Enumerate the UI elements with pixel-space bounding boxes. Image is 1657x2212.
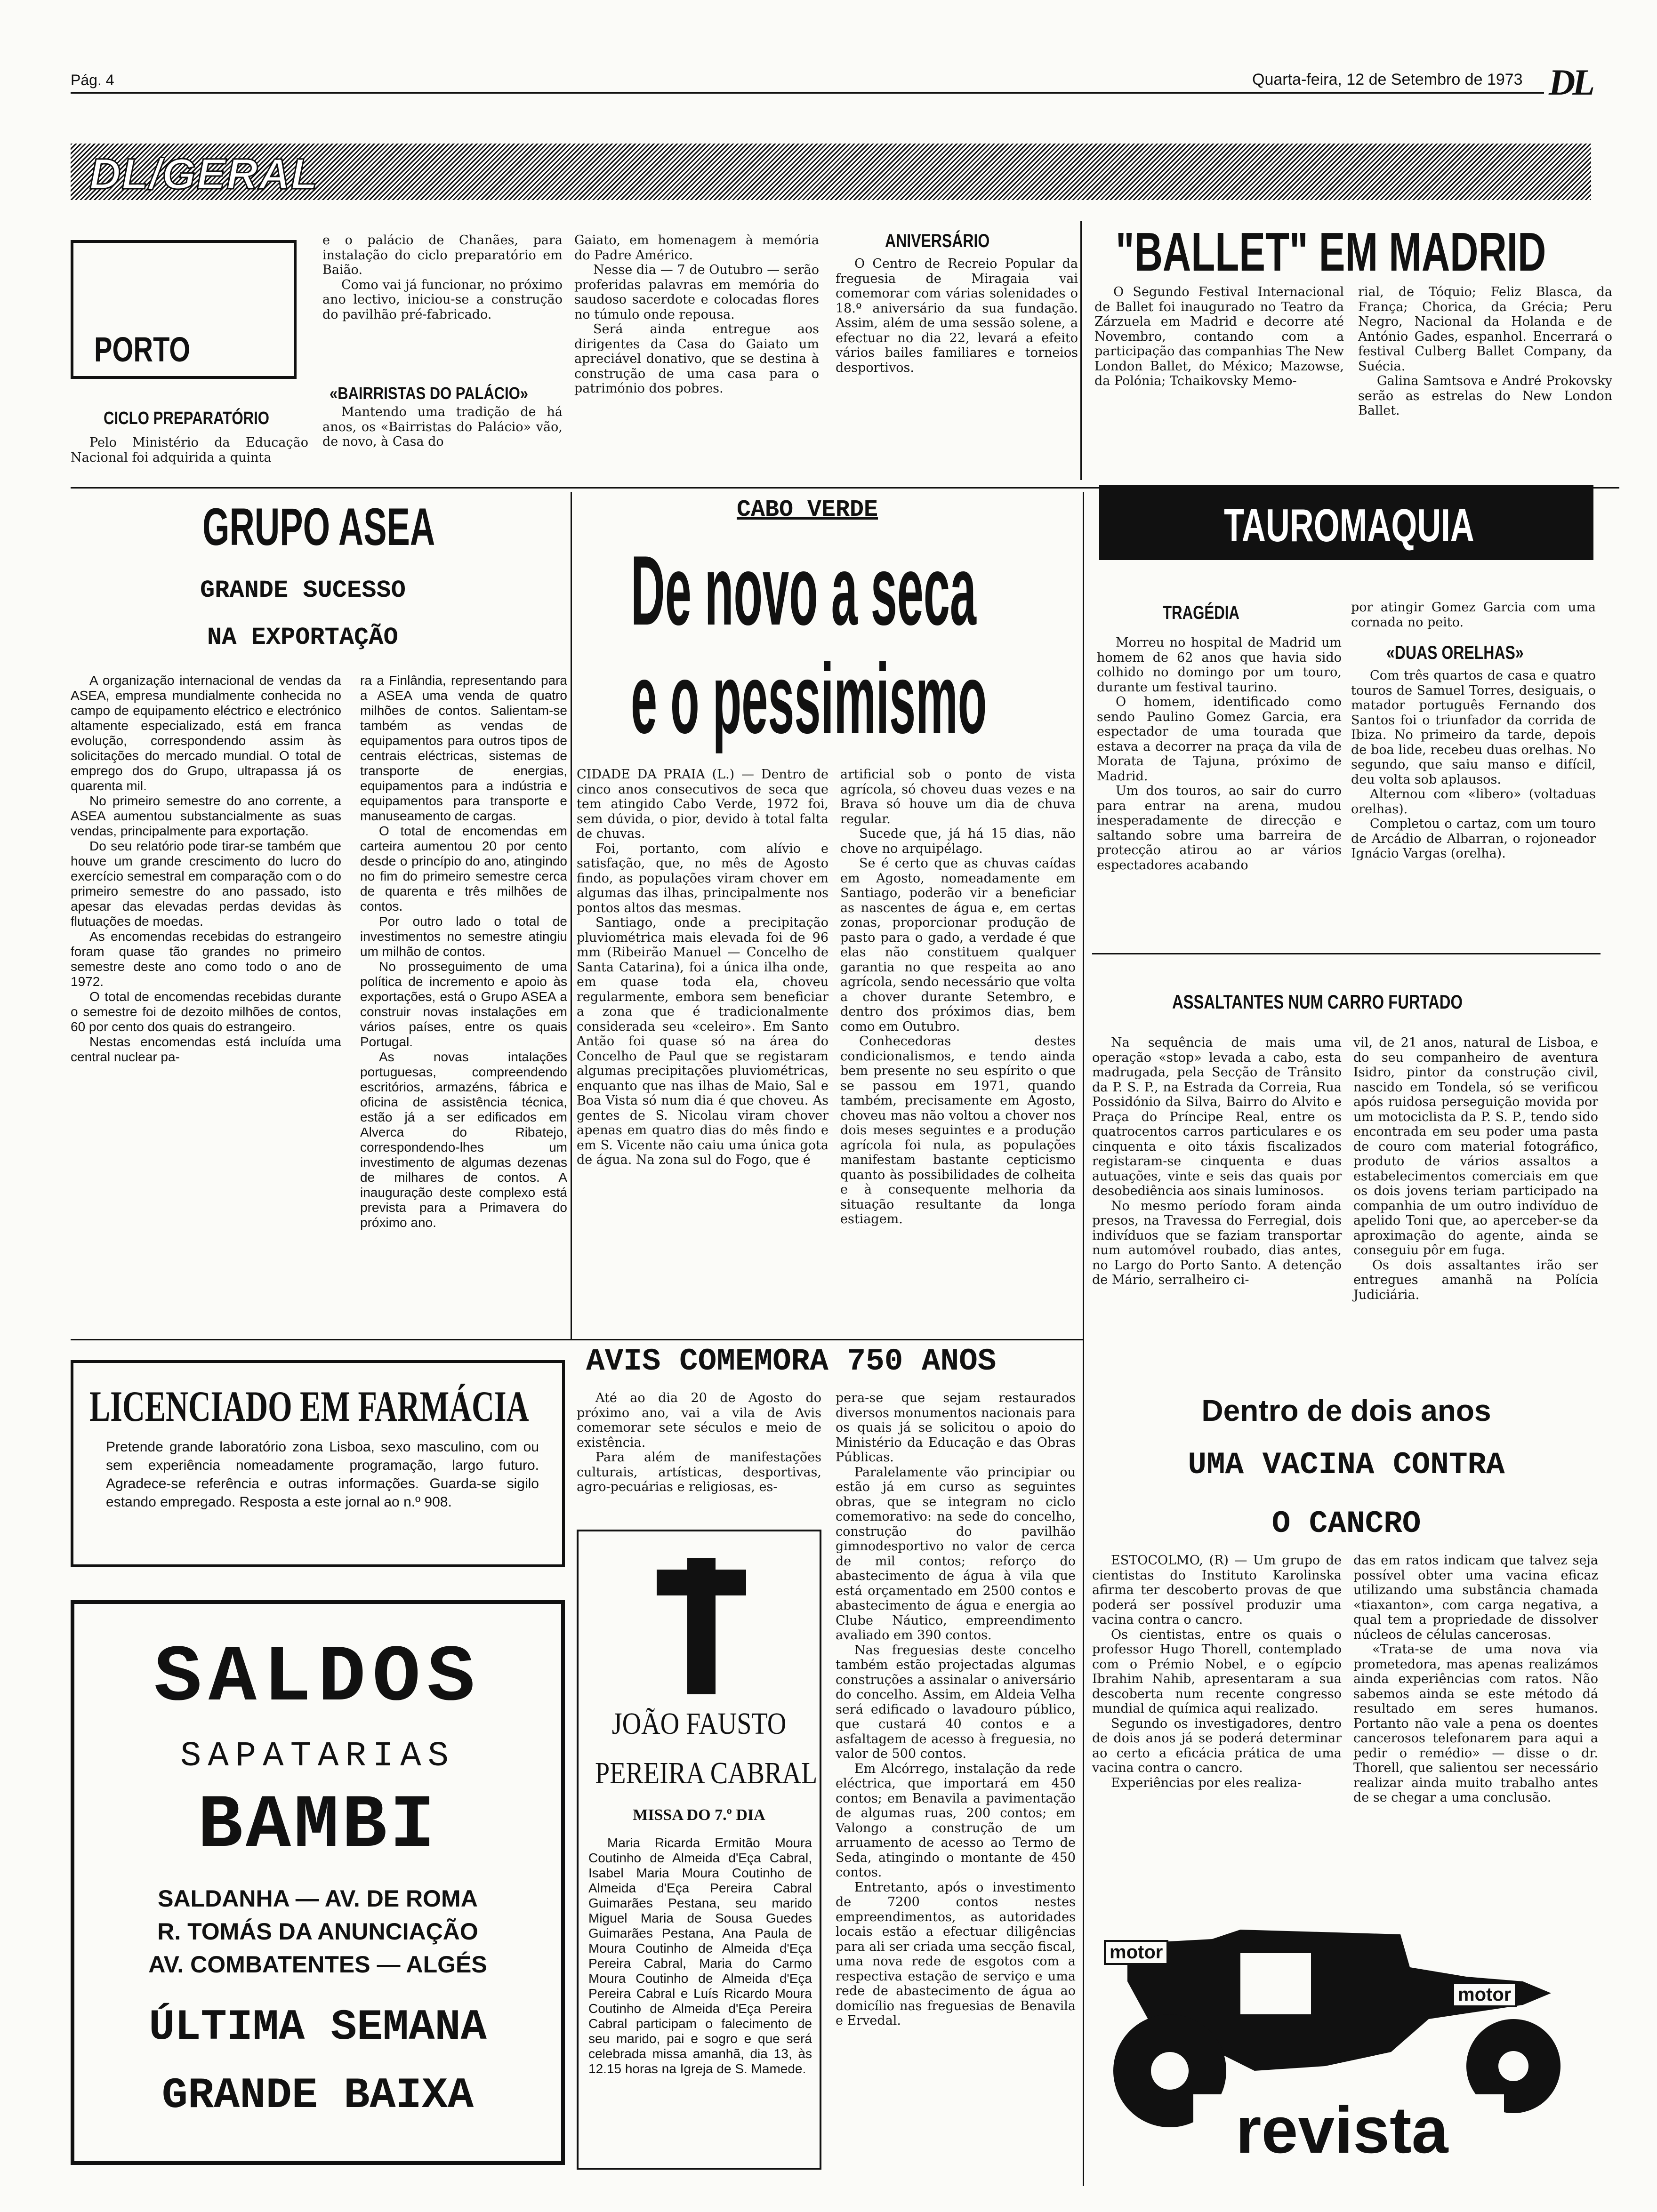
cabo-verde-kicker: CABO VERDE xyxy=(737,497,878,523)
porto-subhead: CICLO PREPARATÓRIO xyxy=(104,409,269,428)
avis-col2-d: Em Alcórrego, instalação da rede eléctrica, que importará em 450 contos; em Benavila a pavimentação de algumas ruas, 200 contos; em Valongo a construção de um arruamento de acesso ao Termo de Seda, atingindo o montante de 450 contos. xyxy=(836,1761,1076,1880)
vacina-col1-d: Experiências por eles realiza- xyxy=(1111,1775,1302,1790)
avis-col2 xyxy=(836,1391,1076,2028)
aniversario-body xyxy=(836,256,1078,375)
porto-col2-b: Como vai já funcionar, no próximo ano lectivo, iniciou-se a construção do pavilhão pré-fabricado. xyxy=(322,277,563,322)
asea-col2-b: O total de encomendas em carteira aumentou 20 por cento desde o princípio do ano, atingindo no fim do primeiro semestre cerca de quarenta e três milhões de contos. xyxy=(360,824,567,914)
asea-col2-e: As novas intalações portuguesas, compreendendo escritórios, armazéns, fábrica e oficina de assistência técnica, estão já a ser edificados em Alverca do Ribatejo, correspondendo-lhes um investimento de algumas dezenas de milhares de contos. A inauguração deste complexo está prevista para a Primavera do próximo ano. xyxy=(360,1050,567,1230)
assaltantes-col1 xyxy=(1092,1035,1342,1288)
saldos-line1: SALDOS xyxy=(153,1633,482,1724)
cross-icon xyxy=(654,1558,748,1694)
asea-head: GRUPO ASEA xyxy=(202,497,435,556)
obituary-name1: JOÃO FAUSTO xyxy=(611,1707,787,1741)
cabo-verde-col2 xyxy=(840,767,1076,1227)
porto-col2-head: «BAIRRISTAS DO PALÁCIO» xyxy=(330,384,529,403)
vacina-col1 xyxy=(1092,1553,1342,1790)
asea-sub1: GRANDE SUCESSO xyxy=(200,577,406,604)
asea-col1-e: O total de encomendas recebidas durante o semestre foi de dezoito milhões de contos, 60 por cento dos quais do estrangeiro. xyxy=(71,989,341,1034)
asea-col1-a: A organização internacional de vendas da ASEA, empresa mundialmente conhecida no campo de equipamento eléctrico e electrónico altamente especializado, está em franca evolução, correspondendo assim às solicitações do mercado mundial. O total de emprego dos do Grupo, ultrapassa já os quarenta mil. xyxy=(71,673,341,793)
car-number-panel xyxy=(1240,1953,1311,2014)
saldos-addr3: AV. COMBATENTES — ALGÉS xyxy=(148,1951,487,1978)
motor-tag-1: motor xyxy=(1104,1940,1168,1965)
asea-col2 xyxy=(360,673,567,1230)
saldos-line3: BAMBI xyxy=(197,1784,438,1869)
cabo-verde-col1-b: Foi, portanto, com alívio e satisfação, que, no mês de Agosto findo, as populações viram chover em algumas das ilhas, principalmente nos pontos altos das mesmas. xyxy=(577,841,828,915)
tauromaquia-sub2: «DUAS ORELHAS» xyxy=(1386,642,1524,663)
ballet-col1 xyxy=(1094,285,1344,389)
car-wheel-front-rim xyxy=(1151,2052,1189,2090)
masthead-rule xyxy=(71,92,1544,94)
tauromaquia-col2a xyxy=(1351,600,1596,630)
vertical-rule-top xyxy=(1080,221,1082,480)
asea-col2-c: Por outro lado o total de investimentos no semestre atingiu um milhão de contos. xyxy=(360,914,567,959)
motor-tag-2: motor xyxy=(1452,1982,1517,2007)
obituary-text: Maria Ricarda Ermitão Moura Coutinho de Almeida d'Eça Cabral, Isabel Maria Moura Coutinho de Almeida d'Eça Pereira Cabral Guimarães Pestana, seu marido Miguel Maria de Sousa Guedes Guimarães Pestana, Ana Paula de Moura Coutinho de Almeida d'Eça Pereira Cabral, Maria do Carmo Moura Coutinho de Almeida d'Eça Pereira Cabral e Luís Ricardo Moura Coutinho de Almeida d'Eça Pereira Cabral participam o falecimento de seu marido, pai e sogro e que será celebrada missa amanhã, dia 13, às 12.15 horas na Igreja de S. Mamede. xyxy=(588,1835,812,2076)
motor-ad xyxy=(1099,1911,1584,2160)
vacina-col2 xyxy=(1353,1553,1598,1805)
assaltantes-head: ASSALTANTES NUM CARRO FURTADO xyxy=(1172,991,1463,1013)
obituary-name2: PEREIRA CABRAL xyxy=(595,1756,818,1790)
assaltantes-col2-b: Os dois assaltantes irão ser entregues amanhã na Polícia Judiciária. xyxy=(1353,1258,1598,1302)
vertical-rule-asea xyxy=(571,492,572,1339)
newspaper-logo: DL xyxy=(1549,62,1592,103)
asea-col2-a: ra a Finlândia, representando para a ASEA uma venda de quatro milhões de contos. Salientam-se também as vendas de equipamentos para outros tipos de centrais eléctricas, sistemas de transporte de energias, equipamentos para a indústria e equipamentos para transporte e manuseamento de cargas. xyxy=(360,673,567,823)
vacina-col1-b: Os cientistas, entre os quais o professor Hugo Thorell, contemplado com o Prémio Nobel, e o egípcio Ibrahim Nahib, apresentaram a sua descoberta num recente congresso mundial de química aqui realizado. xyxy=(1092,1627,1342,1716)
cabo-verde-head-2: e o pessimismo xyxy=(631,643,987,754)
ballet-col1-text: O Segundo Festival Internacional de Ballet foi inaugurado no Teatro da Zárzuela em Madrid e decorre até Novembro, contando com a participação das companhias The New London Ballet, do México; Mazowse, da Polónia; Tchaikovsky Memo- xyxy=(1094,285,1344,388)
vacina-col1-a: ESTOCOLMO, (R) — Um grupo de cientistas do Instituto Karolinska afirma ter descoberto provas de que poderá ser possível produzir uma vacina contra o cancro. xyxy=(1092,1553,1342,1627)
tauromaquia-col1-c: Um dos touros, ao sair do curro para entrar na arena, mudou inesperadamente de direcção e saltando sobre uma barreira de protecção atirou ao ar vários espectadores acabando xyxy=(1097,784,1342,873)
porto-col3 xyxy=(574,233,819,396)
vertical-rule-main xyxy=(1083,492,1084,2186)
aniversario-head: ANIVERSÁRIO xyxy=(885,231,990,251)
saldos-addr2: R. TOMÁS DA ANUNCIAÇÃO xyxy=(157,1918,478,1945)
porto-col3-b: Nesse dia — 7 de Outubro — serão proferidas palavras em memória do saudoso sacerdote e colocadas flores no túmulo onde repousa. xyxy=(574,263,819,322)
cabo-verde-col2-d: Conhecedoras destes condicionalismos, e tendo ainda bem presente no seu espírito o que se passou em 1971, quando também, precisamente em Agosto, choveu mas não voltou a chover nos dois meses seguintes e a produção agrícola foi nula, as populações manifestam bastante cepticismo quanto às possibilidades de colheita e à consequente melhoria da situação resultante da longa estiagem. xyxy=(840,1034,1076,1226)
assaltantes-col2-a: vil, de 21 anos, natural de Lisboa, e do seu companheiro de aventura Isidro, pintor da construção civil, nascido em Tondela, só se verificou após ruidosa perseguição movida por um motociclista da P. S. P., tendo sido encontrada em seu poder uma pasta de couro com material fotográfico, produto de vários assaltos a estabelecimentos comerciais em que os dois jovens teriam participado na companhia de um outro indivíduo de apelido Toni que, ao aperceber-se da aproximação do agente, ainda se conseguiu pôr em fuga. xyxy=(1353,1035,1598,1258)
farmacia-text: Pretende grande laboratório zona Lisboa, sexo masculino, com ou sem experiência nomeadamente programação, largo futuro. Agradece-se referência e outras informações. Guarda-se sigilo estando empregado. Resposta a este jornal ao n.º 908. xyxy=(106,1439,539,1510)
asea-col1-f: Nestas encomendas está incluída uma central nuclear pa- xyxy=(71,1034,341,1064)
avis-col1-b: Para além de manifestações culturais, artísticas, desportivas, agro-pecuárias e religiosas, es- xyxy=(577,1450,821,1494)
saldos-addr1: SALDANHA — AV. DE ROMA xyxy=(158,1885,478,1912)
cabo-verde-col1-a: CIDADE DA PRAIA (L.) — Dentro de cinco anos consecutivos de seca que tem atingido Cabo Verde, 1972 foi, sem dúvida, o pior, devido à total falta de chuvas. xyxy=(577,767,828,841)
vacina-col2-a: das em ratos indicam que talvez seja possível obter uma vacina eficaz utilizando uma substância chamada «tiaxanton», com carga negativa, a qual tem a propriedade de dissolver núcleos de células cancerosas. xyxy=(1353,1553,1598,1642)
tauromaquia-col2-c: Alternou com «libero» (voltaduas orelhas). xyxy=(1351,787,1596,817)
cabo-verde-col2-a: artificial sob o ponto de vista agrícola, só choveu duas vezes e na Brava só houve um dia de chuva regular. xyxy=(840,767,1076,826)
tauromaquia-col2-a: por atingir Gomez Garcia com uma cornada no peito. xyxy=(1351,600,1596,630)
obituary-missa: MISSA DO 7.º DIA xyxy=(633,1806,765,1824)
avis-col1-a: Até ao dia 20 de Agosto do próximo ano, vai a vila de Avis comemorar sete séculos e meio de existência. xyxy=(577,1391,821,1450)
porto-col2 xyxy=(322,233,563,322)
tauromaquia-col1-b: O homem, identificado como sendo Paulino Gomez Garcia, era espectador de uma tourada que estava a decorrer na praça da vila de Morata de Tajuna, próximo de Madrid. xyxy=(1097,695,1342,784)
porto-col1 xyxy=(71,435,308,465)
tauromaquia-sub1: TRAGÉDIA xyxy=(1163,602,1239,623)
obituary-body xyxy=(588,1835,812,2076)
porto-col3-c: Será ainda entregue aos dirigentes da Casa do Gaiato um apreciável donativo, que se destina à construção de uma casa para o património dos pobres. xyxy=(574,322,819,396)
cabo-verde-col1 xyxy=(577,767,828,1168)
assaltantes-col2 xyxy=(1353,1035,1598,1302)
avis-head: AVIS COMEMORA 750 ANOS xyxy=(586,1344,997,1379)
porto-col2-c: Mantendo uma tradição de há anos, os «Bairristas do Palácio» vão, de novo, à Casa do xyxy=(322,405,563,449)
asea-sub2: NA EXPORTAÇÃO xyxy=(207,624,398,651)
saldos-line4: ÚLTIMA SEMANA xyxy=(149,2003,487,2052)
asea-col2-d: No prosseguimento de uma política de incremento e apoio às exportações, está o Grupo ASEA a construir novas instalações em vários países, entre os quais Portugal. xyxy=(360,959,567,1049)
saldos-line5: GRANDE BAIXA xyxy=(161,2071,474,2120)
saldos-line2: SAPATARIAS xyxy=(180,1737,456,1776)
porto-col2-rest xyxy=(322,405,563,449)
ballet-head: "BALLET" EM MADRID xyxy=(1116,221,1546,282)
cabo-verde-col2-b: Sucede que, já há 15 dias, não chove no arquipélago. xyxy=(840,826,1076,856)
avis-col2-a: pera-se que sejam restaurados diversos monumentos nacionais para os quais já se solicitou o apoio do Ministério da Educação e das Obras Públicas. xyxy=(836,1391,1076,1465)
asea-col1-b: No primeiro semestre do ano corrente, a ASEA aumentou substancialmente as suas vendas, principalmente para exportação. xyxy=(71,793,341,838)
cabo-verde-col1-c: Santiago, onde a precipitação pluviométrica mais elevada foi de 96 mm (Ribeirão Manuel — Concelho de Santa Catarina), foi a única ilha onde, em quase toda ela, choveu regularmente, embora sem beneficiar a zona que é tradicionalmente considerada seu «celeiro». Em Santo Antão foi quase só na área do Concelho de Paul que se registaram algumas precipitações pluviométricas, enquanto que nas ilhas de Maio, Sal e Boa Vista só num dia é que choveu. As gentes de S. Nicolau viram chover apenas em quatro dias do mês findo e em S. Vicente não caiu uma única gota de água. Na zona sul do Fogo, que é xyxy=(577,915,828,1167)
cabo-verde-col2-c: Se é certo que as chuvas caídas em Agosto, nomeadamente em Santiago, poderão vir a beneficiar as nascentes de água e, em certas zonas, proporcionar produção de pasto para o gado, a verdade é que elas não constituem qualquer garantia no que respeita ao ano agrícola, sendo necessário que volta a chover durante Setembro, e dentro dos próximos dias, bem como em Outubro. xyxy=(840,856,1076,1034)
porto-col1-text: Pelo Ministério da Educação Nacional foi adquirida a quinta xyxy=(71,435,308,465)
page-date: Quarta-feira, 12 de Setembro de 1973 xyxy=(1252,71,1523,88)
page-number: Pág. 4 xyxy=(71,72,114,88)
ballet-col2-b: Galina Samtsova e André Prokovsky serão as estrelas do New London Ballet. xyxy=(1358,374,1612,418)
section-banner-title: DL/GERAL xyxy=(89,150,319,198)
horizontal-rule-taur xyxy=(1092,953,1601,954)
ballet-col2 xyxy=(1358,285,1612,418)
aniversario-text: O Centro de Recreio Popular da freguesia de Miragaia vai comemorar com várias solenidades o 18.º aniversário da sua fundação. Assim, além de uma sessão solene, a efectuar no dia 22, levará a efeito vários bailes familiares e torneios desportivos. xyxy=(836,256,1078,375)
avis-col2-e: Entretanto, após o investimento de 7200 contos nestes empreendimentos, as autoridades locais estão a efectuar diligências para ali ser criada uma secção fiscal, uma nova rede de esgotos com a respectiva estação de serviço e uma rede de abastecimento de água ao domicílio nas freguesias de Benavila e Ervedal. xyxy=(836,1880,1076,2028)
cabo-verde-head-1: De novo a seca xyxy=(631,535,976,646)
avis-col1 xyxy=(577,1391,821,1495)
vacina-col2-b: «Trata-se de uma nova via prometedora, mas apenas realizámos ainda experiências com ratos. Não sabemos ainda se este método dá resultado em seres humanos. Portanto não vale a pena os doentes cancerosos telefonarem para aqui a pedir o remédio» — disse o dr. Thorell, que salientou ser necessário realizar ainda muito trabalho antes de se chegar a uma conclusão. xyxy=(1353,1642,1598,1805)
cross-icon-bar-v xyxy=(687,1558,716,1694)
ballet-col2-a: rial, de Tóquio; Feliz Blasca, da França; Chorica, da Grécia; Peru Negro, Nacional da Holanda e de António Gades, espanhol. Encerrará o festival Culberg Ballet Company, da Suécia. xyxy=(1358,285,1612,374)
assaltantes-col1-b: No mesmo período foram ainda presos, na Travessa do Ferregial, dois indivíduos que se faziam transportar num automóvel roubado, dias antes, no Largo do Porto Santo. A detenção de Mário, serralheiro ci- xyxy=(1092,1198,1342,1287)
tauromaquia-col2-d: Completou o cartaz, com um touro de Arcádio de Albarran, o rojoneador Ignácio Vargas (orelha). xyxy=(1351,817,1596,861)
horizontal-rule-2 xyxy=(71,1339,1083,1340)
vacina-col1-c: Segundo os investigadores, dentro de dois anos já se poderá determinar ao certo a eficácia prática de uma vacina contra o cancro. xyxy=(1092,1716,1342,1775)
asea-col1 xyxy=(71,673,341,1065)
car-wheel-rear-rim xyxy=(1498,2051,1528,2081)
assaltantes-col1-a: Na sequência de mais uma operação «stop» levada a cabo, esta madrugada, pela Secção de Trânsito da P. S. P., na Estrada da Correia, Rua Possidónio da Silva, Bairro do Alvito e Praça do Príncipe Real, entre os quatrocentos carros particulares e os cinquenta e oito táxis fiscalizados registaram-se cinquenta e duas autuações, vinte e seis das quais por desobediência aos sinais luminosos. xyxy=(1092,1035,1342,1198)
tauromaquia-col1-a: Morreu no hospital de Madrid um homem de 62 anos que havia sido colhido no domingo por um touro, durante um festival taurino. xyxy=(1097,635,1342,695)
vacina-head2: UMA VACINA CONTRA xyxy=(1188,1447,1505,1483)
avis-col2-b: Paralelamente vão principiar ou estão já em curso as seguintes obras, que se integram no ciclo comemorativo: na sede do concelho, construção do pavilhão gimnodesportivo no valor de cerca de mil contos; reforço do abastecimento de água à vila que está orçamentado em 2500 contos e abastecimento de água e energia ao Clube Náutico, empreendimento avaliado em 390 contos. xyxy=(836,1465,1076,1643)
tauromaquia-banner-title: TAUROMAQUIA xyxy=(1224,499,1474,551)
avis-col2-c: Nas freguesias deste concelho também estão projectadas algumas construções a assinalar o aniversário do concelho. Assim, em Aldeia Velha será edificado o lavadouro público, que custará 40 contos e a asfaltagem de acesso à freguesia, no valor de 500 contos. xyxy=(836,1643,1076,1761)
tauromaquia-col2 xyxy=(1351,668,1596,861)
asea-col1-d: As encomendas recebidas do estrangeiro foram quase tão grandes no primeiro semestre deste ano como todo o ano de 1972. xyxy=(71,929,341,989)
asea-col1-c: Do seu relatório pode tirar-se também que houve um grande crescimento do lucro do exercício semestral em comparação com o do primeiro semestre do ano passado, isto apesar das elevadas perdas devidas às flutuações de moedas. xyxy=(71,839,341,929)
tauromaquia-col1 xyxy=(1097,635,1342,873)
vacina-head1: Dentro de dois anos xyxy=(1201,1394,1491,1427)
porto-col2-a: e o palácio de Chanães, para instalação do ciclo preparatório em Baião. xyxy=(322,233,563,277)
vacina-head3: O CANCRO xyxy=(1271,1506,1421,1541)
tauromaquia-col2-b: Com três quartos de casa e quatro touros de Samuel Torres, desiguais, o matador português Fernando dos Santos foi o triunfador da corrida de Ibiza. No primeiro da tarde, depois de boa lide, recebeu duas orelhas. No segundo, que saiu manso e difícil, deu volta sob aplausos. xyxy=(1351,668,1596,787)
motor-brand: revista xyxy=(1236,2093,1448,2160)
farmacia-head: LICENCIADO EM FARMÁCIA xyxy=(89,1382,529,1430)
porto-box-label: PORTO xyxy=(94,330,191,369)
porto-col3-a: Gaiato, em homenagem à memória do Padre Américo. xyxy=(574,233,819,263)
